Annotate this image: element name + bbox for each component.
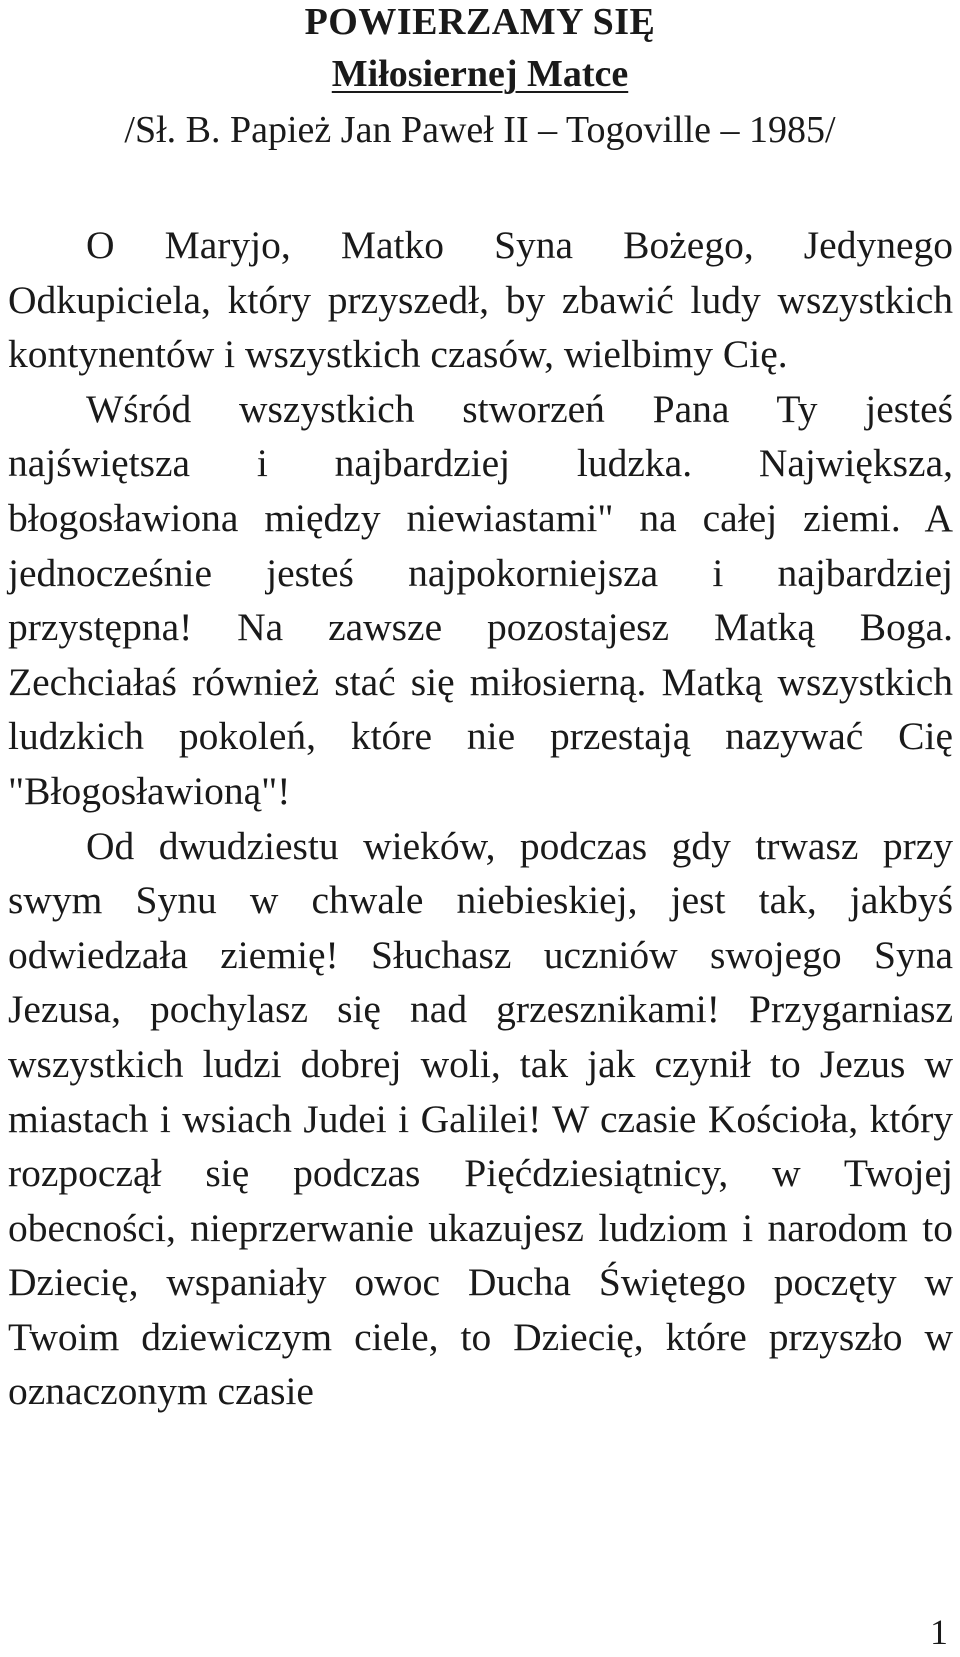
paragraph: O Maryjo, Matko Syna Bożego, Jedynego Odkupiciela, który przyszedł, by zbawić ludy wszystkich kontynentów i wszystkich czasów, wielbimy Cię. xyxy=(8,223,953,377)
page-subtitle xyxy=(0,52,960,96)
attribution-line: /Sł. B. Papież Jan Paweł II – Togoville – 1985/ xyxy=(124,109,836,151)
paragraph: Od dwudziestu wieków, podczas gdy trwasz przy swym Synu w chwale niebieskiej, jest tak, jakbyś odwiedzała ziemię! Słuchasz uczniów swojego Syna Jezusa, pochylasz się nad grzesznikami! Przygarniasz wszystkich ludzi dobrej woli, tak jak czynił to Jezus w miastach i wsiach Judei i Galilei! W czasie Kościoła, który rozpoczął się podczas Pięćdziesiątnicy, w Twojej obecności, nieprzerwanie ukazujesz ludziom i narodom to Dziecię, wspaniały owoc Ducha Świętego poczęty w Twoim dziewiczym ciele, to Dziecię, które przyszło w oznaczonym czasie xyxy=(8,823,953,1414)
subtitle-text: Miłosiernej Matce xyxy=(331,53,629,95)
paragraph: Wśród wszystkich stworzeń Pana Ty jesteś najświętsza i najbardziej ludzka. Największa, błogosławiona między niewiastami" na całej ziemi. A jednocześnie jesteś najpokorniejsza i najbardziej przystępna! Na zawsze pozostajesz Matką Boga. Zechciałaś również stać się miłosierną. Matką wszystkich ludzkich pokoleń, które nie przestają nazywać Cię "Błogosławioną"! xyxy=(8,386,953,813)
page-number: 1 xyxy=(930,1612,948,1652)
prayer-text xyxy=(8,218,953,1419)
page-title: POWIERZAMY SIĘ xyxy=(304,1,656,43)
